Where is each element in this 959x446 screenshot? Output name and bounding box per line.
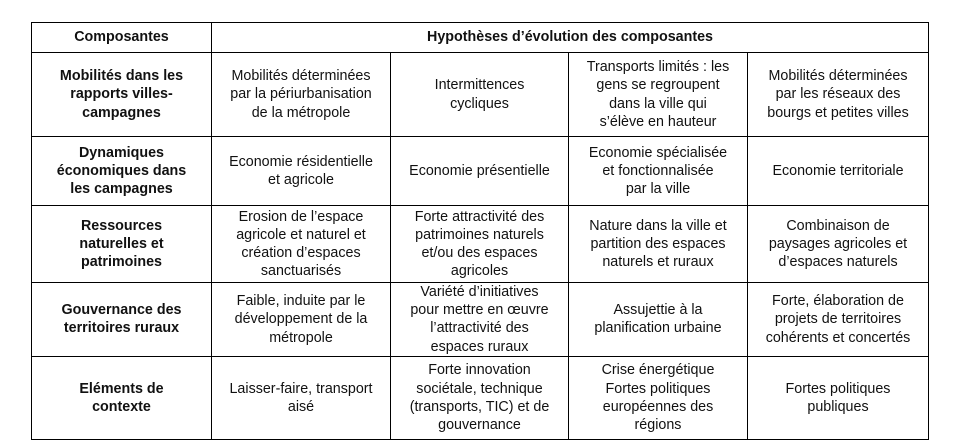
table-cell: Faible, induite par le développement de la métropole [212, 283, 391, 357]
table-cell: Fortes politiques publiques [748, 356, 929, 439]
table-row [32, 356, 929, 439]
table-cell: Mobilités déterminées par la périurbanisation de la métropole [212, 53, 391, 137]
table-row [32, 206, 929, 283]
table-cell: Variété d’initiatives pour mettre en œuvre l’attractivité des espaces ruraux [391, 283, 569, 357]
table-cell: Laisser-faire, transport aisé [212, 356, 391, 439]
table-row [32, 53, 929, 137]
row-label: Eléments de contexte [32, 356, 212, 439]
table-row [32, 137, 929, 206]
row-label: Mobilités dans les rapports villes- campagnes [32, 53, 212, 137]
hypotheses-table [31, 22, 929, 440]
table-cell: Forte innovation sociétale, technique (transports, TIC) et de gouvernance [391, 356, 569, 439]
table-cell: Intermittences cycliques [391, 53, 569, 137]
table-header-row [32, 23, 929, 53]
table-cell: Nature dans la ville et partition des espaces naturels et ruraux [569, 206, 748, 283]
row-label: Ressources naturelles et patrimoines [32, 206, 212, 283]
table-cell: Forte, élaboration de projets de territoires cohérents et concertés [748, 283, 929, 357]
row-label: Gouvernance des territoires ruraux [32, 283, 212, 357]
table-cell: Economie spécialisée et fonctionnalisée par la ville [569, 137, 748, 206]
header-composantes: Composantes [32, 23, 212, 53]
table-cell: Economie présentielle [391, 137, 569, 206]
table-cell: Crise énergétique Fortes politiques européennes des régions [569, 356, 748, 439]
table-cell: Assujettie à la planification urbaine [569, 283, 748, 357]
table-cell: Economie résidentielle et agricole [212, 137, 391, 206]
table-cell: Erosion de l’espace agricole et naturel et création d’espaces sanctuarisés [212, 206, 391, 283]
row-label: Dynamiques économiques dans les campagnes [32, 137, 212, 206]
table-cell: Combinaison de paysages agricoles et d’espaces naturels [748, 206, 929, 283]
table-cell: Economie territoriale [748, 137, 929, 206]
table-cell: Mobilités déterminées par les réseaux des bourgs et petites villes [748, 53, 929, 137]
header-hypotheses: Hypothèses d’évolution des composantes [212, 23, 929, 53]
table-cell: Transports limités : les gens se regroupent dans la ville qui s’élève en hauteur [569, 53, 748, 137]
table-cell: Forte attractivité des patrimoines naturels et/ou des espaces agricoles [391, 206, 569, 283]
table-row [32, 283, 929, 357]
